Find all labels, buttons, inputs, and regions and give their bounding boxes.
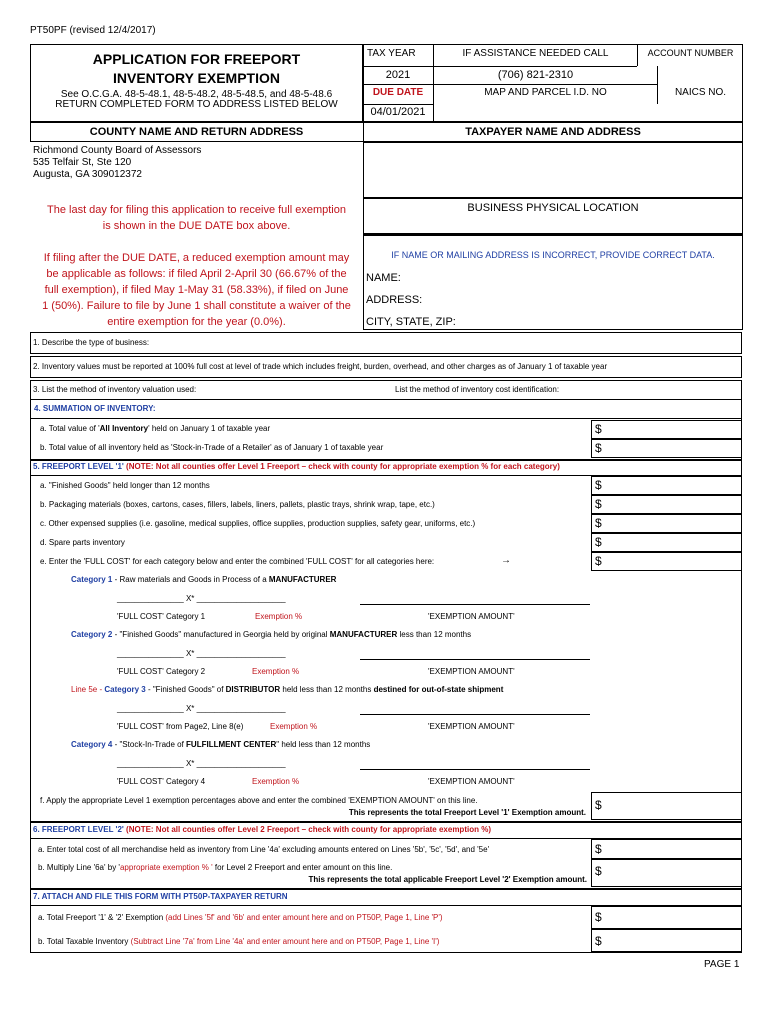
line-6a-dollar: $ xyxy=(595,842,602,856)
form-id: PT50PF (revised 12/4/2017) xyxy=(30,25,156,36)
city-state-zip-label: CITY, STATE, ZIP: xyxy=(366,316,456,328)
taxpayer-header: TAXPAYER NAME AND ADDRESS xyxy=(465,126,641,138)
line-4b-dollar: $ xyxy=(595,441,602,455)
line-7b-dollar: $ xyxy=(595,934,602,948)
county-header: COUNTY NAME AND RETURN ADDRESS xyxy=(89,126,304,138)
line-5c-label: c. Other expensed supplies (i.e. gasoline, medical supplies, office supplies, production supplies, safety gear, uniforms, etc.) xyxy=(40,519,476,528)
line-5f-dollar: $ xyxy=(595,798,602,812)
line-5f-total-note: This represents the total Freeport Level '1' Exemption amount. xyxy=(348,808,586,817)
line-3b-label: List the method of inventory cost identification: xyxy=(395,385,560,394)
category-2-label: Category 2 - "Finished Goods" manufactured in Georgia held by original MANUFACTURER less than 12 months xyxy=(71,630,472,639)
map-parcel-label: MAP AND PARCEL I.D. NO xyxy=(484,87,607,98)
name-label: NAME: xyxy=(366,272,401,284)
line-4a-dollar: $ xyxy=(595,422,602,436)
incorrect-address-note: IF NAME OR MAILING ADDRESS IS INCORRECT, PROVIDE CORRECT DATA. xyxy=(391,250,715,260)
line-6b-dollar: $ xyxy=(595,864,602,878)
late-notice-2: be applicable as follows: if filed April 2-April 30 (66.67% of the xyxy=(46,268,347,280)
address-label: ADDRESS: xyxy=(366,294,423,306)
taxpayer-address-field[interactable] xyxy=(363,142,743,198)
line-5a-dollar: $ xyxy=(595,478,602,492)
line-2-label: 2. Inventory values must be reported at 100% full cost at level of trade which includes freight, burden, overhead, and other charges as of January 1 of taxable year xyxy=(33,362,608,371)
last-day-notice-2: is shown in the DUE DATE box above. xyxy=(102,220,291,232)
line-5b-label: b. Packaging materials (boxes, cartons, cases, fillers, labels, liners, pallets, plastic trays, shrink wrap, tape, etc.) xyxy=(40,500,435,509)
line-6a-label: a. Enter total cost of all merchandise held as inventory from Line '4a' excluding amounts entered on Lines '5b', '5c', '5d', and '5e' xyxy=(38,845,490,854)
category-4-exemption-pct: Exemption % xyxy=(252,777,300,786)
line-5d-label: d. Spare parts inventory xyxy=(40,538,125,547)
line-7a-dollar: $ xyxy=(595,910,602,924)
line-3-label: 3. List the method of inventory valuation used: xyxy=(33,385,197,394)
line-5e-label: e. Enter the 'FULL COST' for each category below and enter the combined 'FULL COST' for all categories here: xyxy=(40,557,435,566)
name-input[interactable] xyxy=(404,269,742,287)
line-4b-label: b. Total value of all inventory held as 'Stock-in-Trade of a Retailer' as of January 1 of taxable year xyxy=(40,443,384,452)
tax-year-value: 2021 xyxy=(385,69,411,81)
category-1-exemption-pct: Exemption % xyxy=(255,612,303,621)
page-number: PAGE 1 xyxy=(704,959,740,970)
line-7b-label: b. Total Taxable Inventory (Subtract Line '7a' from Line '4a' and enter amount here and on PT50P, Page 1, Line 'I') xyxy=(38,937,440,946)
assistance-label: IF ASSISTANCE NEEDED CALL xyxy=(462,48,609,59)
line-5d-dollar: $ xyxy=(595,535,602,549)
category-2-full-cost: 'FULL COST' Category 2 xyxy=(117,667,206,676)
section-6-title: 6. FREEPORT LEVEL '2' (NOTE: Not all counties offer Level 2 Freeport – check with county for appropriate exemption %) xyxy=(33,825,491,834)
due-date-value: 04/01/2021 xyxy=(370,106,426,118)
business-location-label: BUSINESS PHYSICAL LOCATION xyxy=(467,202,639,214)
category-3-full-cost: 'FULL COST' from Page2, Line 8(e) xyxy=(117,722,244,731)
assistance-phone: (706) 821-2310 xyxy=(497,69,574,81)
arrow-icon: → xyxy=(501,555,511,566)
category-4-exemption-amount: 'EXEMPTION AMOUNT' xyxy=(428,777,515,786)
category-1-exemption-amount: 'EXEMPTION AMOUNT' xyxy=(428,612,515,621)
tax-year-label: TAX YEAR xyxy=(367,48,416,59)
return-note: RETURN COMPLETED FORM TO ADDRESS LISTED BELOW xyxy=(55,99,338,110)
line-5c-dollar: $ xyxy=(595,516,602,530)
line-5b-dollar: $ xyxy=(595,497,602,511)
late-notice-1: If filing after the DUE DATE, a reduced exemption amount may xyxy=(43,252,350,264)
line-5e-dollar: $ xyxy=(595,554,602,568)
category-2-exemption-pct: Exemption % xyxy=(252,667,300,676)
line-6b-label: b. Multiply Line '6a' by 'appropriate exemption % ' for Level 2 Freeport and enter amount on this line. xyxy=(38,863,393,872)
category-4-full-cost: 'FULL COST' Category 4 xyxy=(117,777,206,786)
line-6b-total-note: This represents the total applicable Freeport Level '2' Exemption amount. xyxy=(308,875,587,884)
sections-frame xyxy=(30,400,742,953)
county-line-3: Augusta, GA 309012372 xyxy=(33,169,142,180)
category-1-label: Category 1 - Raw materials and Goods in Process of a MANUFACTURER xyxy=(71,575,337,584)
county-line-1: Richmond County Board of Assessors xyxy=(33,145,202,156)
late-notice-5: entire exemption for the year (0.0%). xyxy=(107,316,286,328)
category-3-label: Line 5e - Category 3 - "Finished Goods" of DISTRIBUTOR held less than 12 months destined for out-of-state shipment xyxy=(71,685,504,694)
line-1-label: 1. Describe the type of business: xyxy=(33,338,150,347)
category-1-full-cost: 'FULL COST' Category 1 xyxy=(117,612,206,621)
form-title-1: APPLICATION FOR FREEPORT xyxy=(92,51,301,67)
category-4-label: Category 4 - "Stock-In-Trade of FULFILLMENT CENTER" held less than 12 months xyxy=(71,740,371,749)
account-number-label: ACCOUNT NUMBER xyxy=(647,48,734,58)
section-5-title: 5. FREEPORT LEVEL '1' (NOTE: Not all counties offer Level 1 Freeport – check with county for appropriate exemption % for each category) xyxy=(33,462,560,471)
address-input[interactable] xyxy=(420,291,742,309)
due-date-label: DUE DATE xyxy=(372,87,424,98)
category-2-blanks[interactable]: _______________ X* ____________________ xyxy=(117,649,286,658)
form-title-2: INVENTORY EXEMPTION xyxy=(113,70,280,86)
line-5f-label: f. Apply the appropriate Level 1 exemption percentages above and enter the combined 'EXEMPTION AMOUNT' on this line. xyxy=(40,796,478,805)
ocga-reference: See O.C.G.A. 48-5-48.1, 48-5-48.2, 48-5-48.5, and 48-5-48.6 xyxy=(60,89,333,100)
city-state-zip-input[interactable] xyxy=(452,313,742,329)
line-7a-label: a. Total Freeport '1' & '2' Exemption (add Lines '5f' and '6b' and enter amount here and on PT50P, Page 1, Line 'P') xyxy=(38,913,443,922)
section-7-title: 7. ATTACH AND FILE THIS FORM WITH PT50P-TAXPAYER RETURN xyxy=(33,892,288,901)
late-notice-3: full exemption), if filed May 1-May 31 (58.33%), if filed on June xyxy=(44,284,349,296)
category-4-blanks[interactable]: _______________ X* ____________________ xyxy=(117,759,286,768)
category-3-exemption-pct: Exemption % xyxy=(270,722,318,731)
category-2-exemption-amount: 'EXEMPTION AMOUNT' xyxy=(428,667,515,676)
line-4a-label: a. Total value of 'All Inventory' held on January 1 of taxable year xyxy=(40,424,271,433)
late-notice-4: 1 (50%). Failure to file by June 1 shall constitute a waiver of the xyxy=(42,300,351,312)
line-5a-label: a. "Finished Goods" held longer than 12 months xyxy=(40,481,210,490)
naics-label: NAICS NO. xyxy=(674,87,727,98)
county-line-2: 535 Telfair St, Ste 120 xyxy=(33,157,132,168)
last-day-notice-1: The last day for filing this application to receive full exemption xyxy=(47,204,346,216)
section-4-title: 4. SUMMATION OF INVENTORY: xyxy=(34,404,156,413)
category-3-exemption-amount: 'EXEMPTION AMOUNT' xyxy=(428,722,515,731)
category-1-blanks[interactable]: _______________ X* ____________________ xyxy=(117,594,286,603)
category-3-blanks[interactable]: _______________ X* ____________________ xyxy=(117,704,286,713)
